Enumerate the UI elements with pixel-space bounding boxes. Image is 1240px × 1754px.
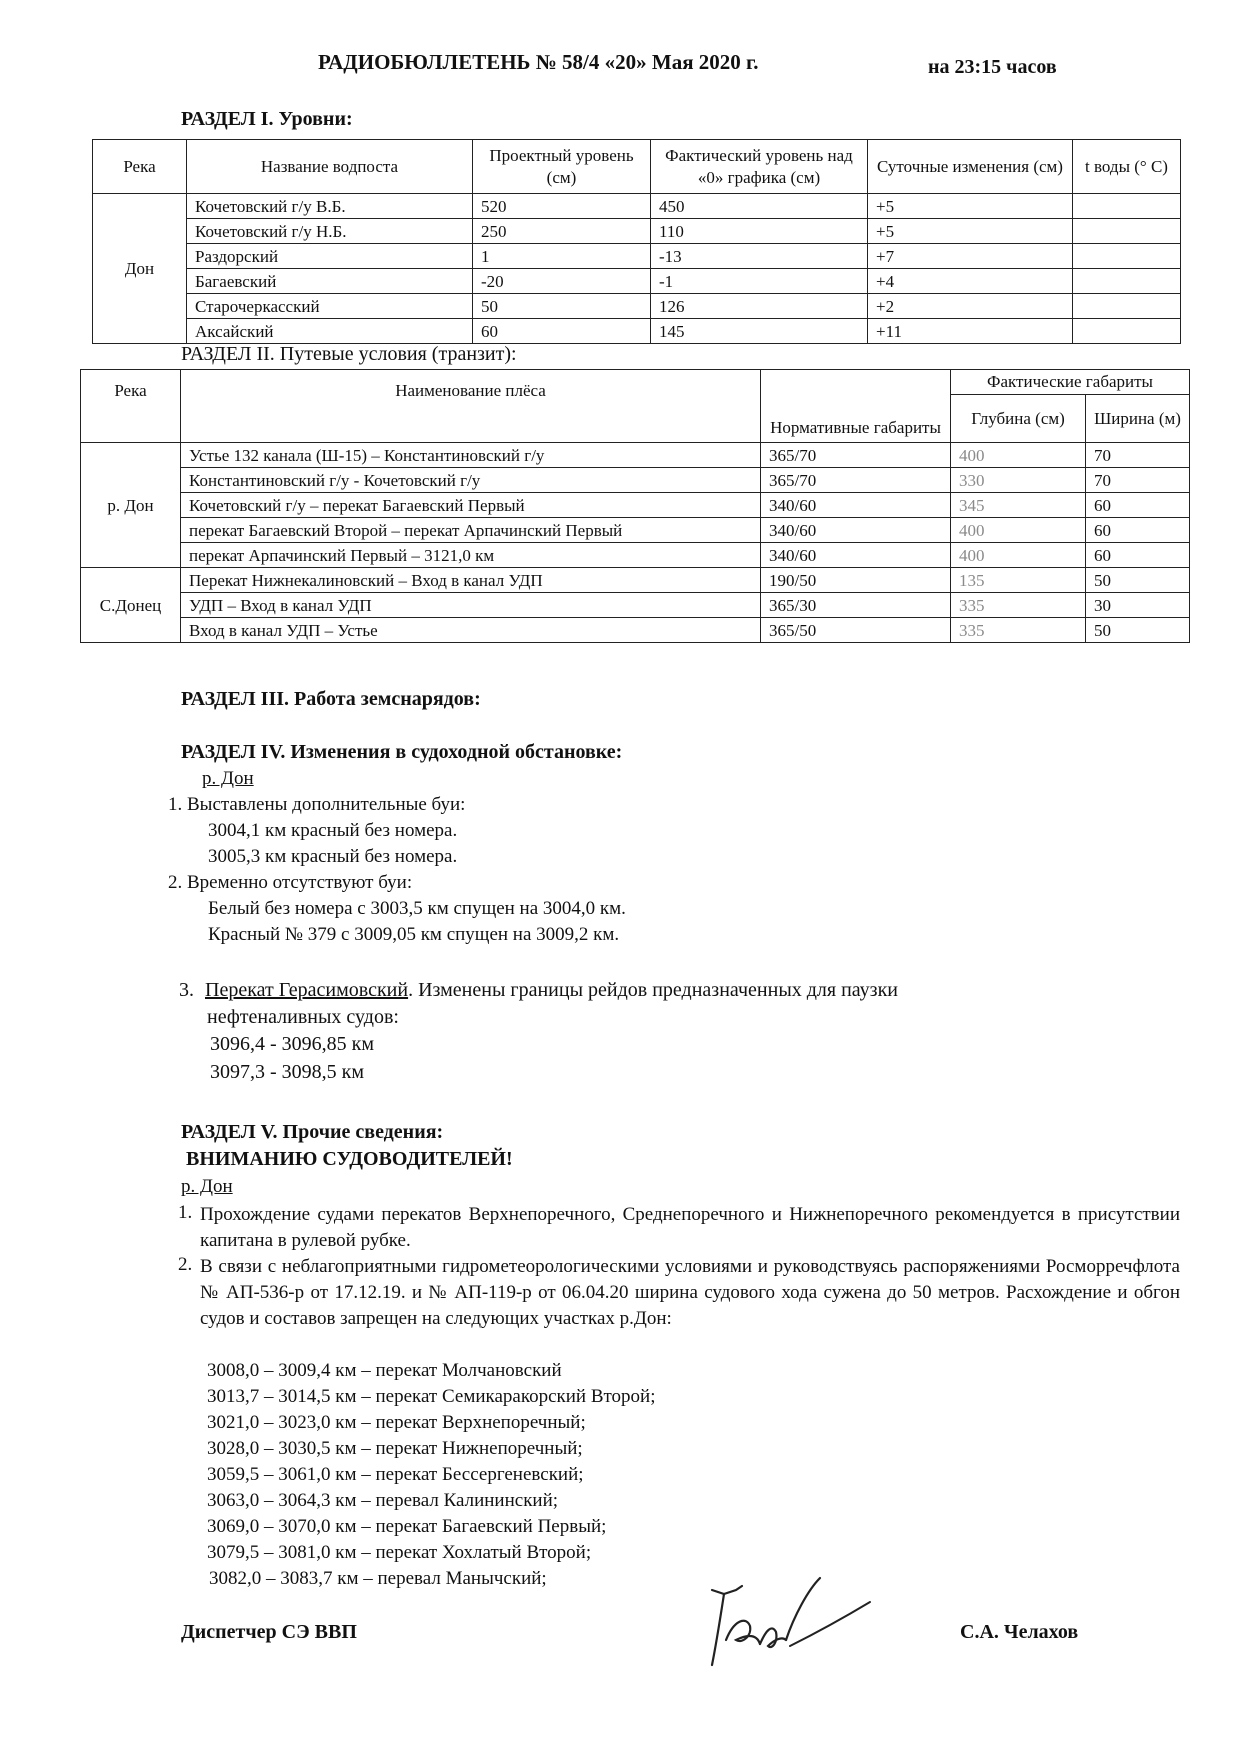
- water-temp: [1073, 219, 1181, 244]
- daily-change: +11: [868, 319, 1073, 344]
- water-temp: [1073, 294, 1181, 319]
- post-name: Кочетовский г/у В.Б.: [187, 194, 473, 219]
- buoy-line: 3005,3 км красный без номера.: [208, 846, 458, 867]
- post-name: Раздорский: [187, 244, 473, 269]
- bulletin-title: РАДИОБЮЛЛЕТЕНЬ № 58/4 «20» Мая 2020 г.: [318, 50, 759, 74]
- reach-name: перекат Арпачинский Первый – 3121,0 км: [181, 543, 761, 568]
- section2-title: РАЗДЕЛ II. Путевые условия (транзит):: [181, 343, 517, 365]
- project-level: 60: [473, 319, 651, 344]
- transit-header-row: [81, 370, 1190, 395]
- actual-level: -1: [651, 269, 868, 294]
- norm-dims: 340/60: [761, 518, 951, 543]
- list-item: 3082,0 – 3083,7 км – перевал Манычский;: [209, 1568, 547, 1589]
- depth-value: 400: [951, 443, 1086, 468]
- project-level: 50: [473, 294, 651, 319]
- reach-name: Устье 132 канала (Ш-15) – Константиновский г/у: [181, 443, 761, 468]
- transit-header-name: Наименование плёса: [181, 370, 761, 443]
- post-name: Багаевский: [187, 269, 473, 294]
- daily-change: +5: [868, 194, 1073, 219]
- table-row: [93, 244, 1181, 269]
- daily-change: +5: [868, 219, 1073, 244]
- reach-name: перекат Багаевский Второй – перекат Арпачинский Первый: [181, 518, 761, 543]
- signature-icon: [690, 1560, 890, 1680]
- table-row: [93, 219, 1181, 244]
- levels-header-temp: t воды (° С): [1073, 140, 1181, 194]
- actual-level: 145: [651, 319, 868, 344]
- section4-item1: 1. Выставлены дополнительные буи:: [168, 794, 466, 815]
- section5-attention: ВНИМАНИЮ СУДОВОДИТЕЛЕЙ!: [186, 1148, 513, 1170]
- width-value: 60: [1086, 518, 1190, 543]
- section4-item3-text: . Изменены границы рейдов предназначенных для паузки: [408, 979, 898, 1001]
- actual-level: -13: [651, 244, 868, 269]
- norm-dims: 365/70: [761, 443, 951, 468]
- raid-range: 3097,3 - 3098,5 км: [210, 1061, 365, 1083]
- norm-dims: 365/30: [761, 593, 951, 618]
- table-row: [93, 319, 1181, 344]
- water-temp: [1073, 319, 1181, 344]
- list-item: 3028,0 – 3030,5 км – перекат Нижнепоречный;: [207, 1438, 583, 1459]
- daily-change: +4: [868, 269, 1073, 294]
- levels-river-cell: Дон: [93, 194, 187, 344]
- depth-value: 335: [951, 618, 1086, 643]
- water-temp: [1073, 269, 1181, 294]
- transit-header-norm: Нормативные габариты: [761, 370, 951, 443]
- section5-item2-num: 2.: [178, 1254, 193, 1275]
- levels-header-row: [93, 140, 1181, 194]
- section5-item1-num: 1.: [178, 1202, 193, 1223]
- table-row: [93, 294, 1181, 319]
- reach-name: Кочетовский г/у – перекат Багаевский Первый: [181, 493, 761, 518]
- list-item: 3013,7 – 3014,5 км – перекат Семикаракорский Второй;: [207, 1386, 656, 1407]
- levels-table: [92, 139, 1181, 344]
- actual-level: 450: [651, 194, 868, 219]
- table-row: [81, 493, 1190, 518]
- section5-title: РАЗДЕЛ V. Прочие сведения:: [181, 1121, 444, 1143]
- project-level: 520: [473, 194, 651, 219]
- daily-change: +7: [868, 244, 1073, 269]
- list-item: 3063,0 – 3064,3 км – перевал Калининский;: [207, 1490, 559, 1511]
- table-row: [93, 269, 1181, 294]
- section3-title: РАЗДЕЛ III. Работа земснарядов:: [181, 688, 481, 710]
- section4-item3-num: 3.: [179, 979, 194, 1001]
- levels-header-change: Суточные изменения (см): [868, 140, 1073, 194]
- section1-title: РАЗДЕЛ I. Уровни:: [181, 108, 353, 130]
- section4-river: р. Дон: [202, 768, 254, 789]
- reach-name: Константиновский г/у - Кочетовский г/у: [181, 468, 761, 493]
- transit-header-river: Река: [81, 370, 181, 443]
- project-level: -20: [473, 269, 651, 294]
- list-item: 3079,5 – 3081,0 км – перекат Хохлатый Второй;: [207, 1542, 592, 1563]
- dispatcher-title: Диспетчер СЭ ВВП: [181, 1621, 357, 1643]
- table-row: [81, 618, 1190, 643]
- depth-value: 345: [951, 493, 1086, 518]
- table-row: [81, 518, 1190, 543]
- table-row: [81, 468, 1190, 493]
- transit-header-depth: Глубина (см): [951, 395, 1086, 443]
- section5-item1: [178, 1202, 1180, 1254]
- list-item: 3059,5 – 3061,0 км – перекат Бессергеневский;: [207, 1464, 584, 1485]
- section5-item2: [178, 1254, 1180, 1332]
- section4-item2: 2. Временно отсутствуют буи:: [168, 872, 413, 893]
- list-item: 3021,0 – 3023,0 км – перекат Верхнепоречный;: [207, 1412, 586, 1433]
- width-value: 60: [1086, 493, 1190, 518]
- transit-table: [80, 369, 1190, 643]
- table-row: [81, 593, 1190, 618]
- section4-item3-link: Перекат Герасимовский: [205, 979, 409, 1001]
- water-temp: [1073, 194, 1181, 219]
- depth-value: 400: [951, 518, 1086, 543]
- levels-header-project: Проектный уровень (см): [473, 140, 651, 194]
- buoy-line: Красный № 379 с 3009,05 км спущен на 3009,2 км.: [208, 924, 620, 945]
- transit-header-actual: Фактические габариты: [951, 370, 1190, 395]
- list-item: 3069,0 – 3070,0 км – перекат Багаевский Первый;: [207, 1516, 607, 1537]
- section4-title: РАЗДЕЛ IV. Изменения в судоходной обстановке:: [181, 741, 623, 763]
- norm-dims: 190/50: [761, 568, 951, 593]
- table-row: [81, 568, 1190, 593]
- actual-level: 126: [651, 294, 868, 319]
- norm-dims: 340/60: [761, 543, 951, 568]
- width-value: 30: [1086, 593, 1190, 618]
- norm-dims: 365/70: [761, 468, 951, 493]
- levels-header-actual: Фактический уровень над «0» графика (см): [651, 140, 868, 194]
- restricted-sections-list: [207, 1358, 656, 1592]
- depth-value: 135: [951, 568, 1086, 593]
- width-value: 50: [1086, 568, 1190, 593]
- width-value: 70: [1086, 468, 1190, 493]
- width-value: 60: [1086, 543, 1190, 568]
- transit-river-cell: С.Донец: [81, 568, 181, 643]
- reach-name: Перекат Нижнекалиновский – Вход в канал УДП: [181, 568, 761, 593]
- levels-header-post: Название водпоста: [187, 140, 473, 194]
- reach-name: Вход в канал УДП – Устье: [181, 618, 761, 643]
- raid-range: 3096,4 - 3096,85 км: [210, 1033, 375, 1055]
- section5-item2-text: В связи с неблагоприятными гидрометеорологическими условиями и руководствуясь распоряжениями Росморречфлота № АП-536-р от 17.12.19. и № АП-119-р от 06.04.20 ширина судового хода сужена до 50 метров. Расхождение и обгон судов и составов запрещен на следующих участках р.Дон:: [200, 1256, 1180, 1329]
- width-value: 50: [1086, 618, 1190, 643]
- width-value: 70: [1086, 443, 1190, 468]
- buoy-line: Белый без номера с 3003,5 км спущен на 3004,0 км.: [208, 898, 626, 919]
- signatory-name: С.А. Челахов: [960, 1621, 1079, 1643]
- norm-dims: 365/50: [761, 618, 951, 643]
- section5-item1-text: Прохождение судами перекатов Верхнепоречного, Среднепоречного и Нижнепоречного рекомендуется в присутствии капитана в рулевой рубке.: [200, 1204, 1180, 1251]
- table-row: [93, 194, 1181, 219]
- depth-value: 330: [951, 468, 1086, 493]
- norm-dims: 340/60: [761, 493, 951, 518]
- depth-value: 335: [951, 593, 1086, 618]
- depth-value: 400: [951, 543, 1086, 568]
- transit-header-width: Ширина (м): [1086, 395, 1190, 443]
- project-level: 250: [473, 219, 651, 244]
- levels-header-river: Река: [93, 140, 187, 194]
- post-name: Кочетовский г/у Н.Б.: [187, 219, 473, 244]
- table-row: [81, 543, 1190, 568]
- reach-name: УДП – Вход в канал УДП: [181, 593, 761, 618]
- list-item: 3008,0 – 3009,4 км – перекат Молчановский: [207, 1360, 562, 1381]
- section4-item3-cont: нефтеналивных судов:: [207, 1006, 399, 1028]
- water-temp: [1073, 244, 1181, 269]
- post-name: Аксайский: [187, 319, 473, 344]
- section5-river: р. Дон: [181, 1176, 233, 1197]
- project-level: 1: [473, 244, 651, 269]
- daily-change: +2: [868, 294, 1073, 319]
- bulletin-time: на 23:15 часов: [928, 56, 1057, 78]
- table-row: [81, 443, 1190, 468]
- buoy-line: 3004,1 км красный без номера.: [208, 820, 458, 841]
- actual-level: 110: [651, 219, 868, 244]
- transit-river-cell: р. Дон: [81, 443, 181, 568]
- section4-item3: [179, 978, 898, 1002]
- post-name: Старочеркасский: [187, 294, 473, 319]
